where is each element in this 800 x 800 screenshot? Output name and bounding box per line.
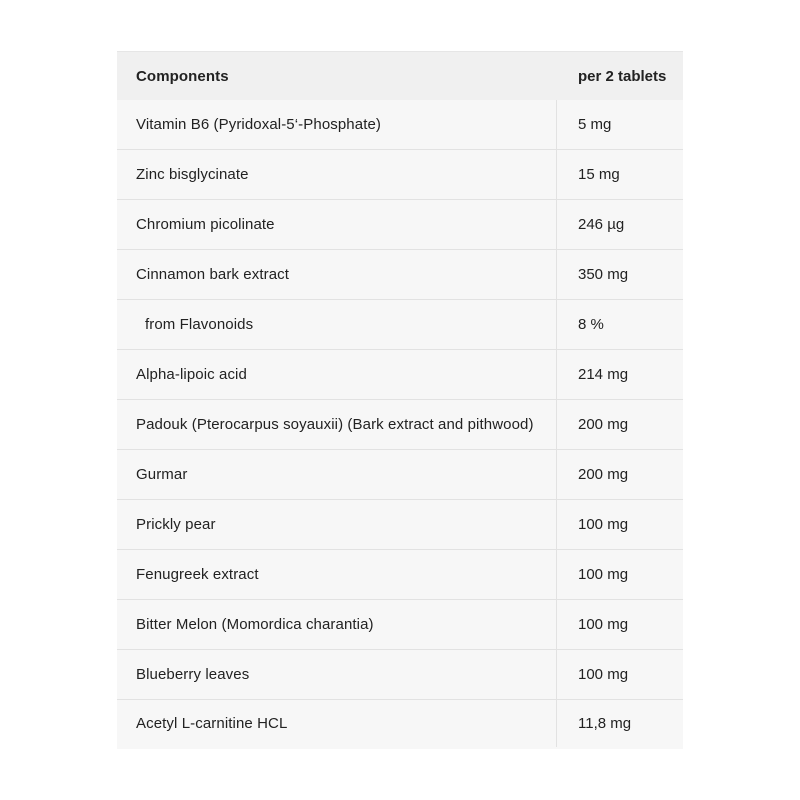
component-name: Cinnamon bark extract [117, 250, 557, 299]
component-amount: 11,8 mg [578, 715, 632, 732]
table-row [117, 400, 683, 450]
component-name: Padouk (Pterocarpus soyauxii) (Bark extract and pithwood) [117, 400, 557, 449]
table-header-row [117, 52, 683, 100]
component-name: from Flavonoids [117, 300, 557, 349]
table-row [117, 150, 683, 200]
header-components: Components [136, 67, 229, 85]
table-row [117, 300, 683, 350]
table-row [117, 250, 683, 300]
component-amount: 100 mg [578, 666, 629, 683]
component-name: Zinc bisglycinate [117, 150, 557, 199]
component-amount: 200 mg [578, 466, 629, 483]
component-name: Chromium picolinate [117, 200, 557, 249]
component-amount: 214 mg [578, 366, 629, 383]
component-amount: 5 mg [578, 116, 612, 133]
component-amount: 8 % [578, 316, 604, 333]
component-amount: 100 mg [578, 616, 629, 633]
table-row [117, 100, 683, 150]
component-name: Prickly pear [117, 500, 557, 549]
component-amount: 100 mg [578, 566, 629, 583]
component-name: Bitter Melon (Momordica charantia) [117, 600, 557, 649]
table-row [117, 200, 683, 250]
component-name: Vitamin B6 (Pyridoxal-5‘-Phosphate) [117, 100, 557, 149]
table-row [117, 700, 683, 747]
component-name: Gurmar [117, 450, 557, 499]
component-amount: 15 mg [578, 166, 620, 183]
component-amount: 200 mg [578, 416, 629, 433]
component-name: Blueberry leaves [117, 650, 557, 699]
table-row [117, 600, 683, 650]
table-row [117, 550, 683, 600]
component-amount: 100 mg [578, 516, 629, 533]
component-name: Acetyl L-carnitine HCL [117, 700, 557, 747]
table-row [117, 450, 683, 500]
table-row [117, 500, 683, 550]
nutrition-table [117, 51, 683, 749]
component-name: Fenugreek extract [117, 550, 557, 599]
table-row [117, 350, 683, 400]
table-row [117, 650, 683, 700]
component-amount: 350 mg [578, 266, 629, 283]
header-amount: per 2 tablets [578, 67, 667, 85]
component-name: Alpha-lipoic acid [117, 350, 557, 399]
component-amount: 246 µg [578, 216, 625, 233]
